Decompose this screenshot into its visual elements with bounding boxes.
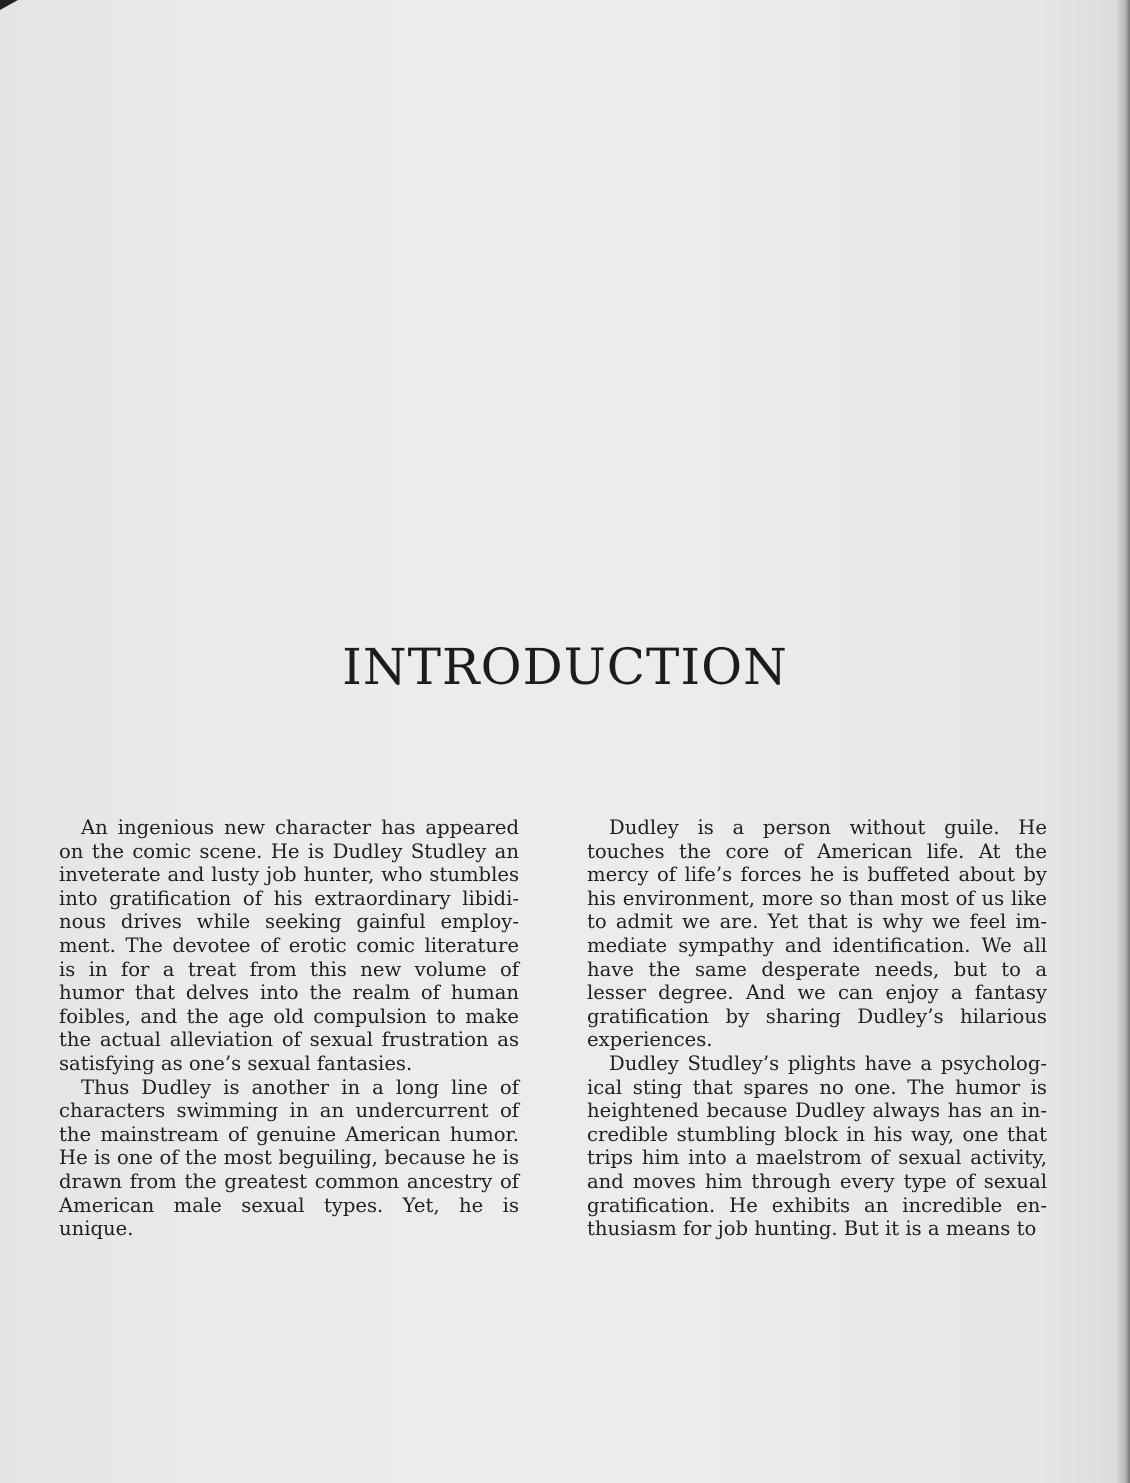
left-paragraph-1: An ingenious new character has appeared on the comic scene. He is Dudley Studley an inveterate and lusty job hunter, who stumbles into gratification of his extraordinary libidinous drives while seeking gainful employment. The devotee of erotic comic literature is in for a treat from this new volume of humor that delves into the realm of human foibles, and the age old compulsion to make the actual alleviation of sexual frustration as satisfying as one’s sexual fantasies. bbox=[59, 816, 519, 1075]
left-paragraph-2: Thus Dudley is another in a long line of characters swimming in an undercurrent of the mainstream of genuine American humor. He is one of the most beguiling, because he is drawn from the greatest common ancestry of American male sexual types. Yet, he is unique. bbox=[59, 1075, 519, 1241]
left-column bbox=[59, 816, 519, 1241]
right-paragraph-1: Dudley is a person without guile. He touches the core of American life. At the mercy of life’s forces he is buffeted about by his environment, more so than most of us like to admit we are. Yet that is why we feel immediate sympathy and identification. We all have the same desperate needs, but to a lesser degree. And we can enjoy a fantasy gratification by sharing Dudley’s hilarious experiences. bbox=[587, 816, 1047, 1052]
scan-corner-mark bbox=[0, 0, 18, 10]
page-title: INTRODUCTION bbox=[342, 638, 788, 696]
right-paragraph-2: Dudley Studley’s plights have a psychological sting that spares no one. The humor is heightened because Dudley always has an incredible stumbling block in his way, one that trips him into a maelstrom of sexual activity, and moves him through every type of sexual gratification. He exhibits an incredible enthusiasm for job hunting. But it is a means to bbox=[587, 1051, 1047, 1241]
page-edge-shadow bbox=[1116, 0, 1130, 1483]
right-column bbox=[587, 816, 1047, 1241]
